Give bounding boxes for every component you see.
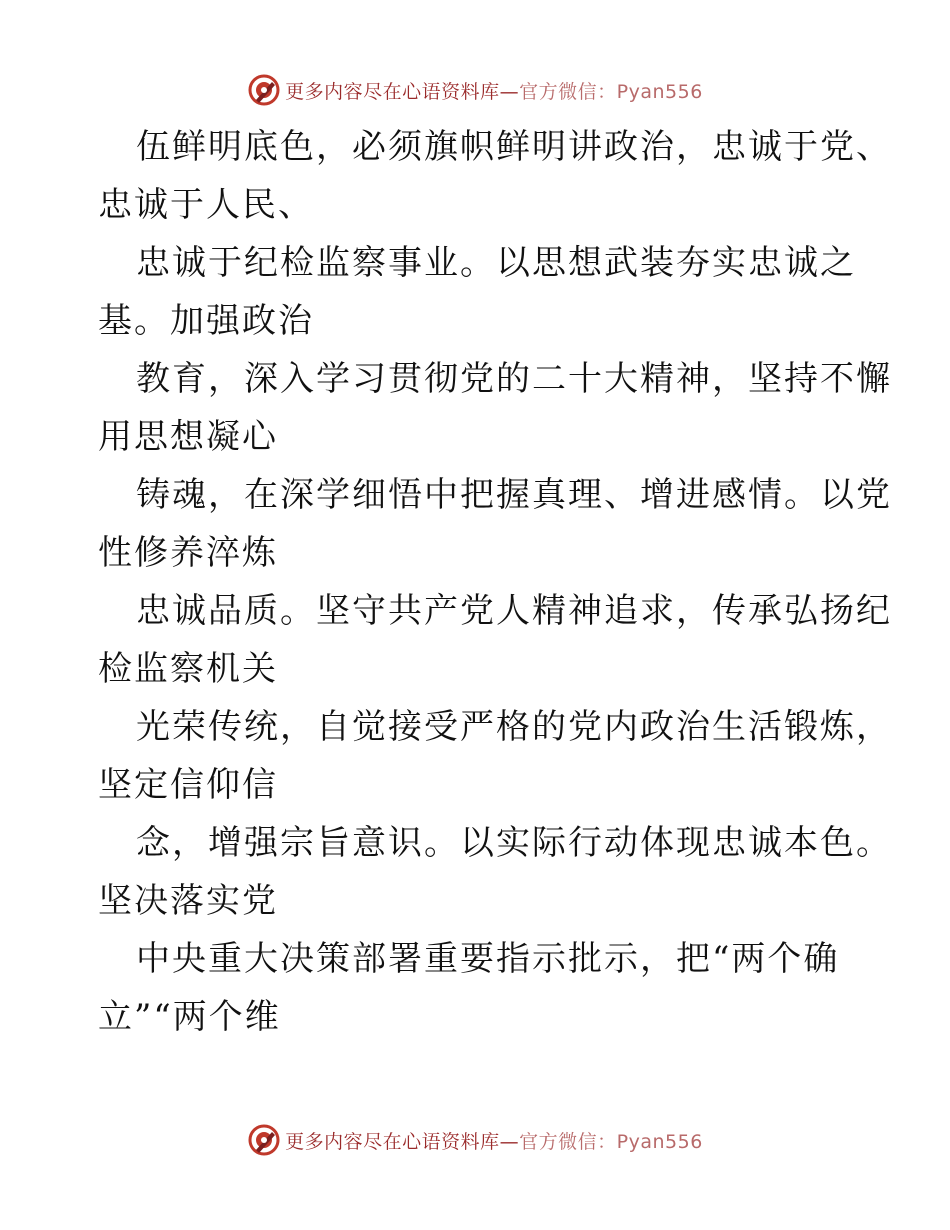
text-line: 立”“两个维 [98, 997, 281, 1037]
pen-seal-logo-icon [247, 1123, 281, 1157]
text-line: 性修养淬炼 [98, 533, 278, 573]
text-line: 光荣传统，自觉接受严格的党内政治生活锻炼， [136, 707, 892, 747]
footer-banner-main: 更多内容尽在心语资料库— [285, 1130, 520, 1153]
footer-banner [0, 1120, 950, 1160]
document-body [98, 118, 892, 1046]
footer-banner-text [285, 1127, 703, 1154]
text-line: 基。加强政治 [98, 301, 314, 341]
text-line: 铸魂，在深学细悟中把握真理、增进感情。以党 [136, 475, 892, 515]
text-line: 检监察机关 [98, 649, 278, 689]
header-banner-wechat: 官方微信：Pyan556 [519, 80, 703, 103]
text-line: 忠诚品质。坚守共产党人精神追求，传承弘扬纪 [136, 591, 892, 631]
text-line: 忠诚于纪检监察事业。以思想武装夯实忠诚之 [136, 243, 856, 283]
text-line: 坚定信仰信 [98, 765, 278, 805]
header-banner-main: 更多内容尽在心语资料库— [285, 80, 520, 103]
header-banner-text [285, 77, 703, 104]
text-line: 念，增强宗旨意识。以实际行动体现忠诚本色。 [136, 823, 892, 863]
text-line: 中央重大决策部署重要指示批示，把“两个确 [136, 939, 840, 979]
footer-banner-wechat: 官方微信：Pyan556 [519, 1130, 703, 1153]
text-line: 忠诚于人民、 [98, 185, 314, 225]
header-banner [0, 70, 950, 110]
text-line: 用思想凝心 [98, 417, 278, 457]
pen-seal-logo-icon [247, 73, 281, 107]
text-line: 坚决落实党 [98, 881, 278, 921]
text-line: 教育，深入学习贯彻党的二十大精神，坚持不懈 [136, 359, 892, 399]
text-line: 伍鲜明底色，必须旗帜鲜明讲政治，忠诚于党、 [136, 127, 892, 167]
